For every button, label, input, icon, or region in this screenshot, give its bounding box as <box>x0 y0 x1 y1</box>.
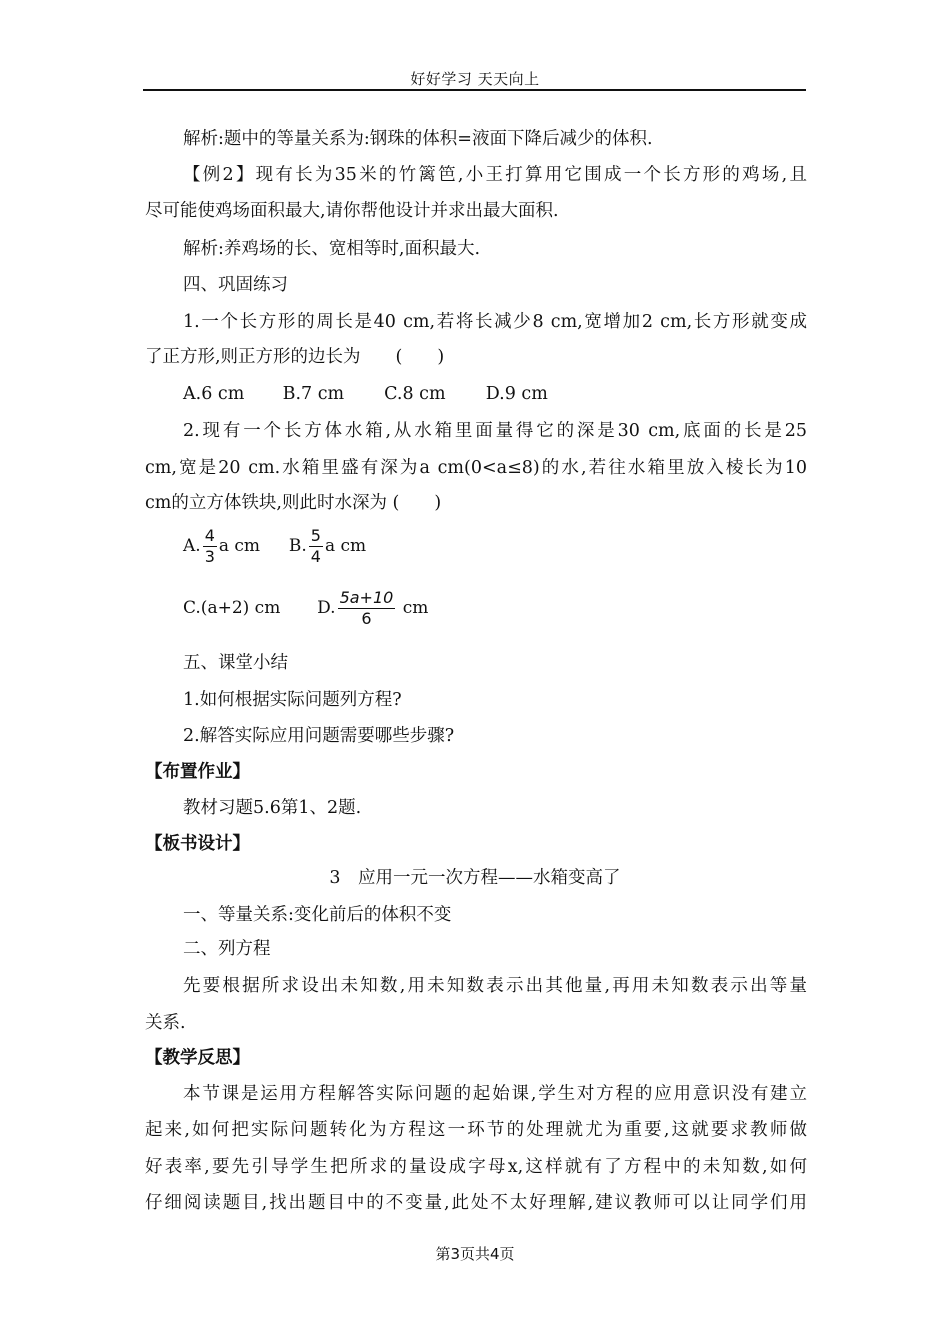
choice-a: A.6 cm <box>183 384 245 404</box>
board-item-3-line-2: 关系. <box>145 1013 186 1033</box>
fraction-five-fourths <box>309 526 323 567</box>
fraction-denominator: 6 <box>361 609 372 628</box>
question-2-line-3: cm的立方体铁块,则此时水深为 ( ) <box>145 493 442 513</box>
reflection-line-3: 好表率,要先引导学生把所求的量设成字母x,这样就有了方程中的未知数,如何 <box>145 1157 807 1177</box>
reflection-heading: 【教学反思】 <box>145 1048 250 1068</box>
reflection-line-4: 仔细阅读题目,找出题目中的不变量,此处不太好理解,建议教师可以让同学们用 <box>145 1193 807 1213</box>
question-2-choices-ab <box>183 526 366 567</box>
board-title: 3 应用一元一次方程——水箱变高了 <box>329 868 621 888</box>
choice-d-unit: cm <box>402 598 429 618</box>
fraction-four-thirds <box>203 526 217 567</box>
analysis-1: 解析:题中的等量关系为:钢珠的体积=液面下降后减少的体积. <box>183 129 653 149</box>
section-4-heading: 四、巩固练习 <box>183 275 288 295</box>
reflection-line-2: 起来,如何把实际问题转化为方程这一环节的处理就尤为重要,这就要求教师做 <box>145 1120 807 1140</box>
header-divider <box>143 89 806 91</box>
choice-a-unit: a cm <box>218 536 261 556</box>
choice-c: C.8 cm <box>384 384 446 404</box>
choice-d: D.9 cm <box>485 384 548 404</box>
fraction-5a-plus-10-over-6 <box>338 588 396 629</box>
board-item-1: 一、等量关系:变化前后的体积不变 <box>183 905 452 925</box>
board-design-heading: 【板书设计】 <box>145 834 250 854</box>
section-5-heading: 五、课堂小结 <box>183 653 288 673</box>
page-header-title: 好好学习 天天向上 <box>410 70 540 88</box>
page-number: 第3页共4页 <box>435 1245 515 1263</box>
choice-c-expression: C.(a+2) cm <box>183 598 281 618</box>
question-1-line-1: 1.一个长方形的周长是40 cm,若将长减少8 cm,宽增加2 cm,长方形就变成 <box>183 312 807 332</box>
choice-b-unit: a cm <box>324 536 367 556</box>
reflection-line-1: 本节课是运用方程解答实际问题的起始课,学生对方程的应用意识没有建立 <box>183 1084 807 1104</box>
question-2-line-1: 2.现有一个长方体水箱,从水箱里面量得它的深是30 cm,底面的长是25 <box>183 421 807 441</box>
fraction-numerator: 4 <box>204 526 215 545</box>
homework-text: 教材习题5.6第1、2题. <box>183 798 362 818</box>
homework-heading: 【布置作业】 <box>145 762 250 782</box>
example-2-line-1: 【例2】现有长为35米的竹篱笆,小王打算用它围成一个长方形的鸡场,且 <box>183 165 807 185</box>
question-1-line-2: 了正方形,则正方形的边长为 ( ) <box>145 347 445 367</box>
board-item-3-line-1: 先要根据所求设出未知数,用未知数表示出其他量,再用未知数表示出等量 <box>183 976 807 996</box>
fraction-denominator: 4 <box>310 547 321 566</box>
question-2-choices-cd <box>183 588 428 629</box>
question-1-choices <box>183 382 807 406</box>
choice-b: B.7 cm <box>282 384 345 404</box>
example-2-line-2: 尽可能使鸡场面积最大,请你帮他设计并求出最大面积. <box>145 201 559 221</box>
board-item-2: 二、列方程 <box>183 939 271 959</box>
choice-b-label: B. <box>288 536 307 556</box>
summary-2: 2.解答实际应用问题需要哪些步骤? <box>183 726 455 746</box>
fraction-numerator: 5a+10 <box>339 588 394 607</box>
summary-1: 1.如何根据实际问题列方程? <box>183 690 402 710</box>
fraction-numerator: 5 <box>310 526 321 545</box>
question-2-line-2: cm,宽是20 cm.水箱里盛有深为a cm(0<a≤8)的水,若往水箱里放入棱长为10 <box>145 458 807 478</box>
choice-a-label: A. <box>183 536 201 556</box>
fraction-denominator: 3 <box>204 547 215 566</box>
choice-d-label: D. <box>317 598 336 618</box>
analysis-2: 解析:养鸡场的长、宽相等时,面积最大. <box>183 239 481 259</box>
